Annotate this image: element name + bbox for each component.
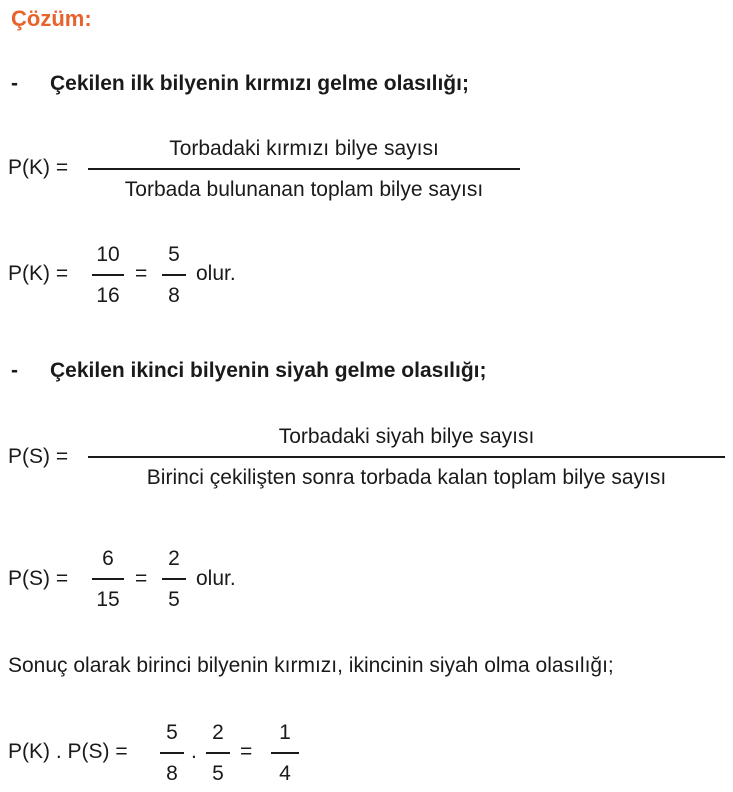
eq5-f3-bar xyxy=(271,752,299,754)
eq2-fraction2 xyxy=(162,243,186,313)
eq5-f2-numerator: 2 xyxy=(212,721,224,744)
eq5-fraction3 xyxy=(271,721,299,791)
eq2-f2-numerator: 5 xyxy=(168,243,180,266)
eq2-f1-denominator: 16 xyxy=(96,284,120,307)
eq3-fraction-bar xyxy=(88,456,725,458)
eq2-f2-bar xyxy=(162,274,186,276)
eq4-f1-bar xyxy=(92,578,124,580)
eq3-fraction xyxy=(88,425,725,495)
eq4-fraction2 xyxy=(162,547,186,617)
eq1-numerator: Torbadaki kırmızı bilye sayısı xyxy=(169,137,439,160)
eq4-suffix: olur. xyxy=(196,567,236,590)
eq4-fraction1 xyxy=(92,547,124,617)
eq1-denominator: Torbada bulunanan toplam bilye sayısı xyxy=(124,178,484,201)
section2-heading: Çekilen ikinci bilyenin siyah gelme olasılığı; xyxy=(50,359,487,382)
eq5-f2-bar xyxy=(206,752,230,754)
eq5-f1-bar xyxy=(160,752,184,754)
solution-title: Çözüm: xyxy=(11,6,92,31)
eq5-lhs: P(K) . P(S) = xyxy=(8,740,128,763)
eq1-fraction-bar xyxy=(88,168,520,170)
eq5-dot: . xyxy=(191,740,197,763)
conclusion-text: Sonuç olarak birinci bilyenin kırmızı, ikincinin siyah olma olasılığı; xyxy=(8,654,614,677)
eq5-f3-numerator: 1 xyxy=(279,721,291,744)
section1-heading: Çekilen ilk bilyenin kırmızı gelme olasılığı; xyxy=(50,72,469,95)
eq4-f2-denominator: 5 xyxy=(168,588,180,611)
section2-dash: - xyxy=(11,359,18,382)
eq2-equals: = xyxy=(135,262,148,285)
eq2-fraction1 xyxy=(92,243,124,313)
eq2-suffix: olur. xyxy=(196,262,236,285)
eq5-f2-denominator: 5 xyxy=(212,762,224,785)
eq5-fraction2 xyxy=(206,721,230,791)
eq4-f1-numerator: 6 xyxy=(102,547,114,570)
eq2-f1-numerator: 10 xyxy=(96,243,120,266)
eq2-f2-denominator: 8 xyxy=(168,284,180,307)
eq4-f2-numerator: 2 xyxy=(168,547,180,570)
eq4-f2-bar xyxy=(162,578,186,580)
eq5-fraction1 xyxy=(160,721,184,791)
eq4-equals: = xyxy=(135,567,148,590)
section1-dash: - xyxy=(11,72,18,95)
eq5-f1-numerator: 5 xyxy=(166,721,178,744)
eq5-equals: = xyxy=(240,740,253,763)
eq3-denominator: Birinci çekilişten sonra torbada kalan toplam bilye sayısı xyxy=(146,466,667,489)
eq3-lhs: P(S) = xyxy=(8,445,69,468)
eq2-f1-bar xyxy=(92,274,124,276)
eq4-lhs: P(S) = xyxy=(8,567,69,590)
eq2-lhs: P(K) = xyxy=(8,262,69,285)
eq4-f1-denominator: 15 xyxy=(96,588,120,611)
eq3-numerator: Torbadaki siyah bilye sayısı xyxy=(278,425,535,448)
eq1-fraction xyxy=(88,137,520,207)
eq5-f1-denominator: 8 xyxy=(166,762,178,785)
eq1-lhs: P(K) = xyxy=(8,156,69,179)
eq5-f3-denominator: 4 xyxy=(279,762,291,785)
